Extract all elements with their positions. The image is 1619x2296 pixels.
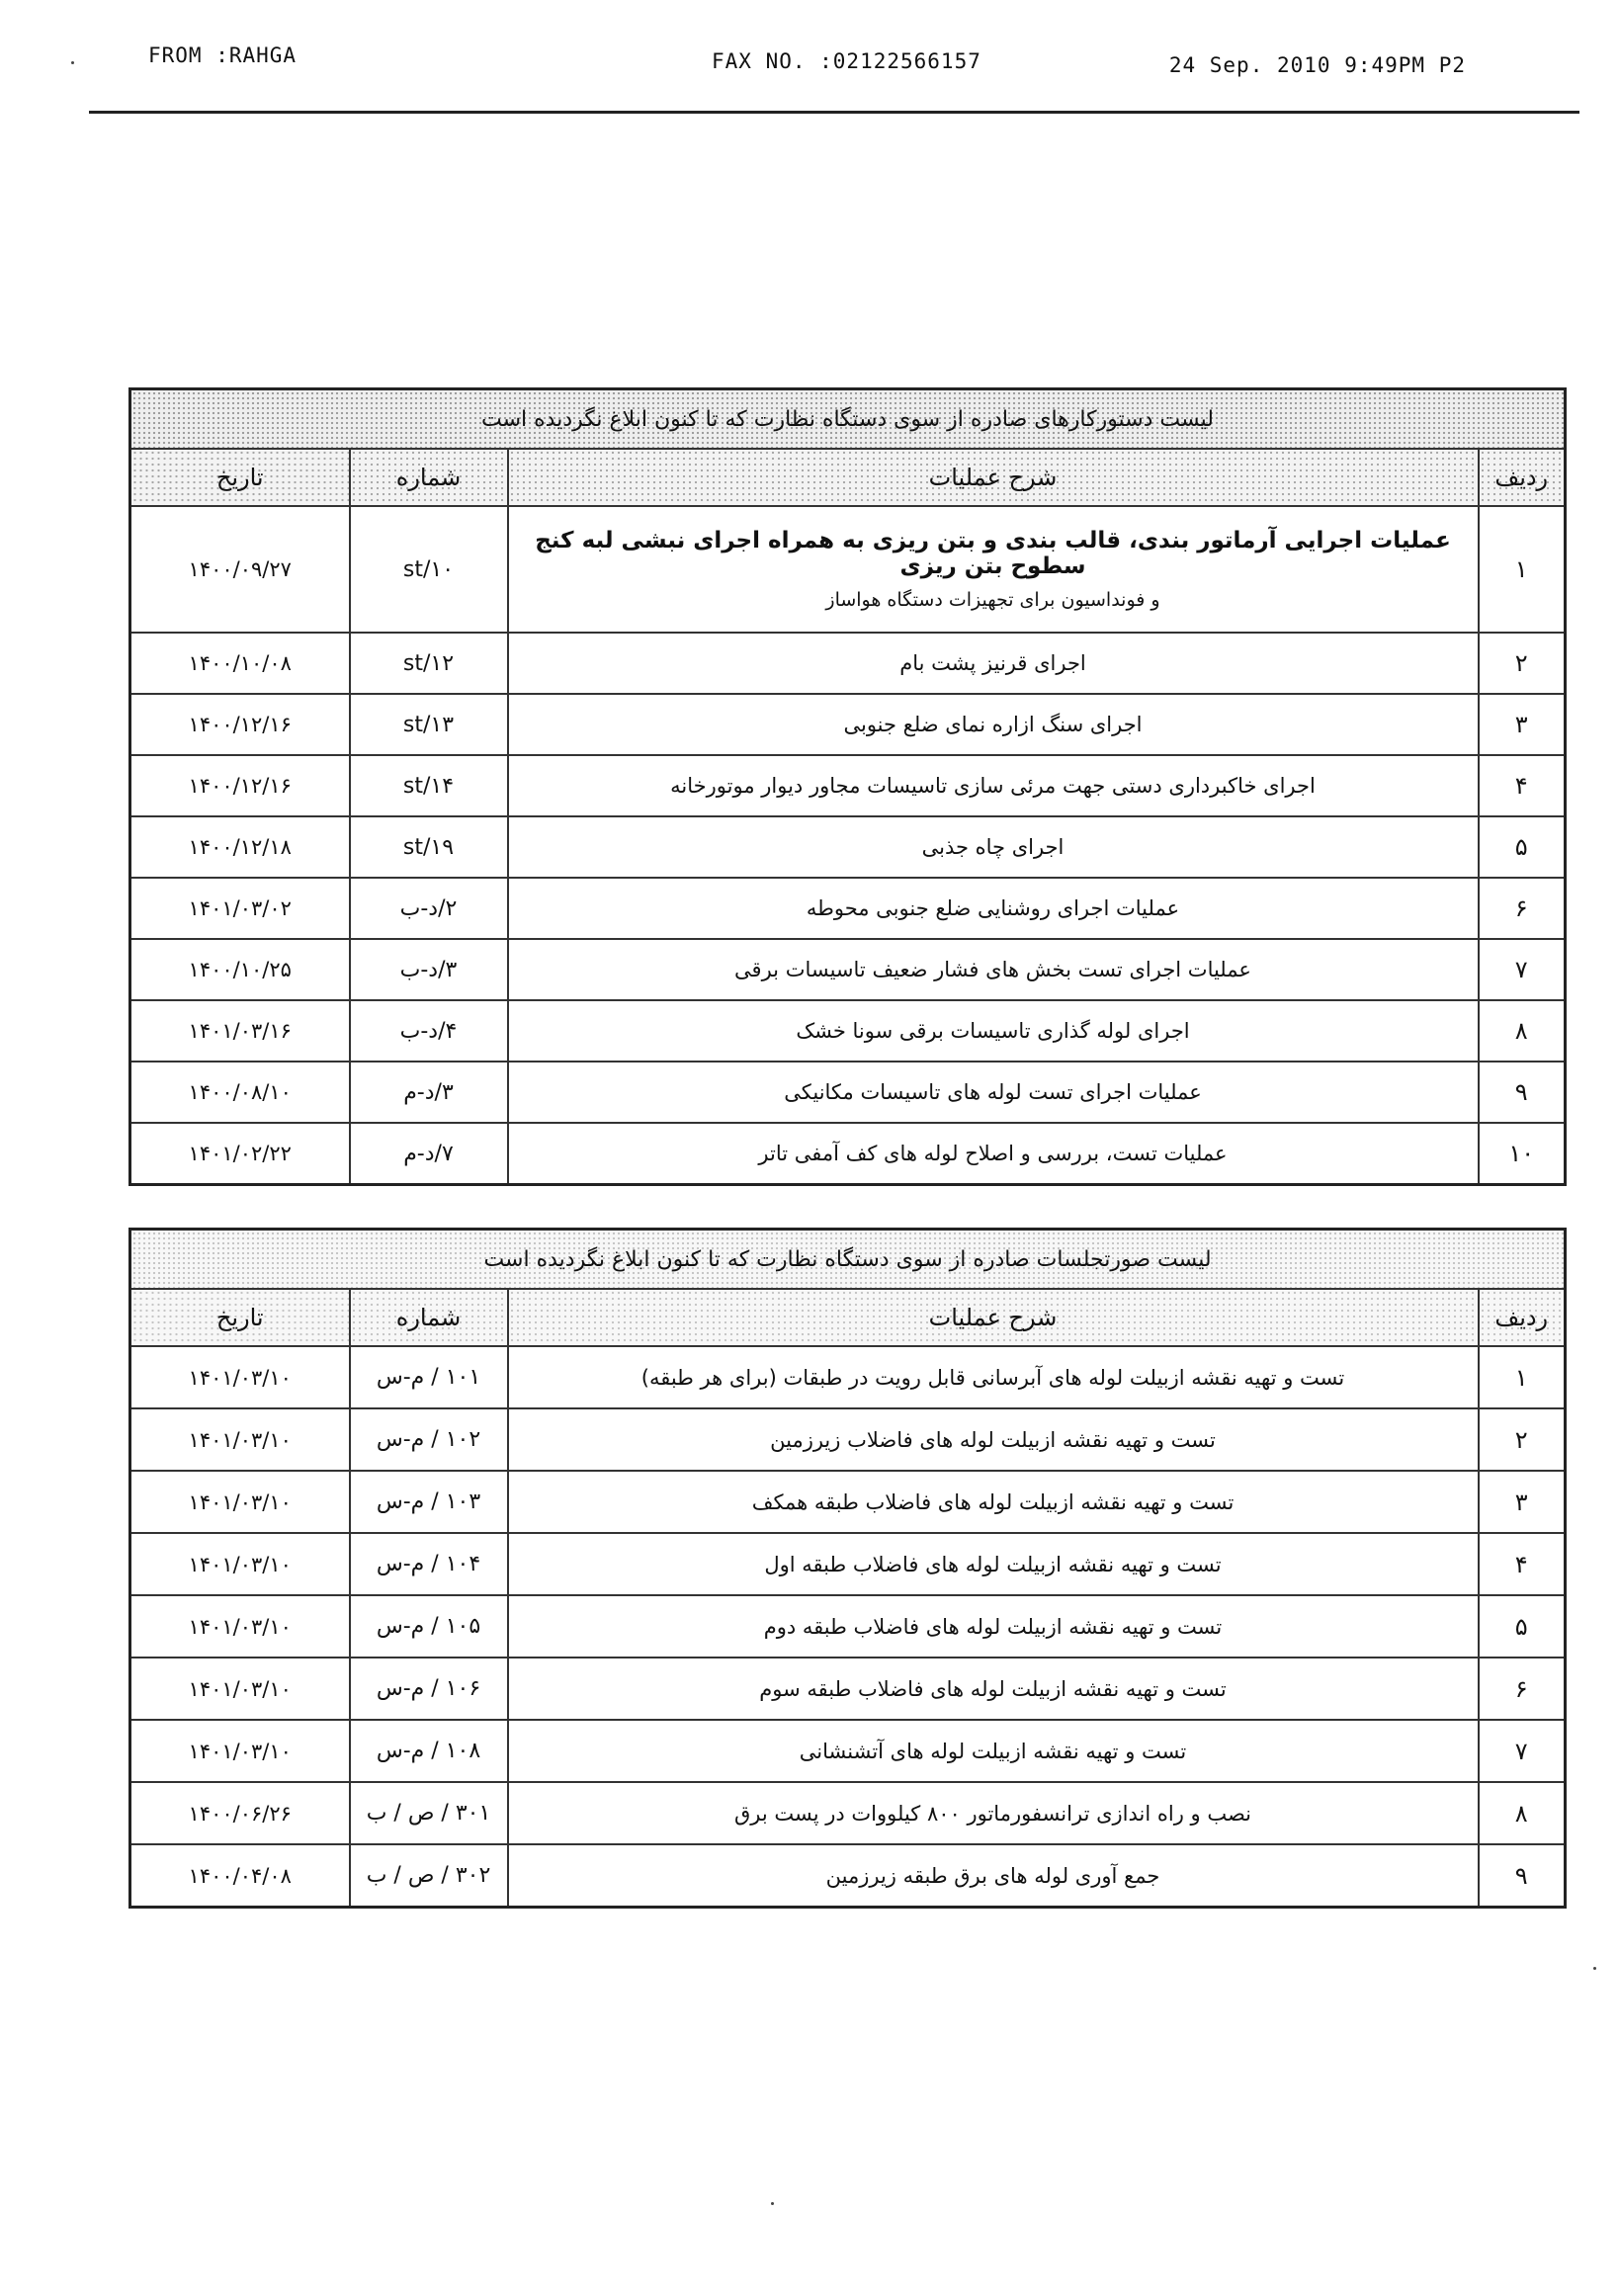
row-number: ۴	[1479, 1533, 1566, 1595]
row-code: ۳/د-م	[350, 1062, 508, 1123]
table-row	[130, 1471, 1566, 1533]
row-date: ۱۴۰۱/۰۳/۰۲	[130, 878, 350, 939]
header-description: شرح عملیات	[508, 449, 1479, 506]
row-description: تست و تهیه نقشه ازبیلت لوله های آتشنشانی	[508, 1720, 1479, 1782]
fax-timestamp: 24 Sep. 2010 9:49PM P2	[1168, 53, 1466, 77]
table-row	[130, 1595, 1566, 1658]
work-orders-table	[128, 387, 1567, 1186]
table-row	[130, 1123, 1566, 1185]
row-number: ۲	[1479, 1408, 1566, 1471]
row-description: جمع آوری لوله های برق طبقه زیرزمین	[508, 1844, 1479, 1908]
row-date: ۱۴۰۰/۰۴/۰۸	[130, 1844, 350, 1908]
table-row	[130, 816, 1566, 878]
table-row	[130, 506, 1566, 633]
row-date: ۱۴۰۰/۱۰/۰۸	[130, 633, 350, 694]
table-row	[130, 1533, 1566, 1595]
row-code: ۷/د-م	[350, 1123, 508, 1185]
row-description: تست و تهیه نقشه ازبیلت لوله های فاضلاب زیرزمین	[508, 1408, 1479, 1471]
header-row-number: ردیف	[1479, 449, 1566, 506]
row-date: ۱۴۰۱/۰۲/۲۲	[130, 1123, 350, 1185]
row-description: اجرای لوله گذاری تاسیسات برقی سونا خشک	[508, 1000, 1479, 1062]
row-code: st/۱۲	[350, 633, 508, 694]
row-date: ۱۴۰۰/۱۲/۱۶	[130, 755, 350, 816]
fax-header-rule	[89, 111, 1579, 114]
row-description: اجرای خاکبرداری دستی جهت مرئی سازی تاسیسات مجاور دیوار موتورخانه	[508, 755, 1479, 816]
header-number: شماره	[350, 1289, 508, 1346]
row-date: ۱۴۰۰/۰۸/۱۰	[130, 1062, 350, 1123]
row-description: نصب و راه اندازی ترانسفورماتور ۸۰۰ کیلووات در پست برق	[508, 1782, 1479, 1844]
row-date: ۱۴۰۱/۰۳/۱۰	[130, 1658, 350, 1720]
row-description: اجرای سنگ ازاره نمای ضلع جنوبی	[508, 694, 1479, 755]
row-date: ۱۴۰۱/۰۳/۱۰	[130, 1346, 350, 1408]
row-code: ۳۰۲ / ص / ب	[350, 1844, 508, 1908]
row-description: تست و تهیه نقشه ازبیلت لوله های فاضلاب طبقه همکف	[508, 1471, 1479, 1533]
table-row	[130, 755, 1566, 816]
row-code: ۱۰۶ / م-س	[350, 1658, 508, 1720]
row-date: ۱۴۰۱/۰۳/۱۰	[130, 1720, 350, 1782]
table-row	[130, 1000, 1566, 1062]
row-code: ۱۰۲ / م-س	[350, 1408, 508, 1471]
table-row	[130, 939, 1566, 1000]
row-number: ۴	[1479, 755, 1566, 816]
scan-speck	[1593, 1967, 1596, 1970]
header-description: شرح عملیات	[508, 1289, 1479, 1346]
row-description: تست و تهیه نقشه ازبیلت لوله های آبرسانی قابل رویت در طبقات (برای هر طبقه)	[508, 1346, 1479, 1408]
scan-speck	[71, 61, 74, 64]
row-date: ۱۴۰۱/۰۳/۱۶	[130, 1000, 350, 1062]
row-number: ۵	[1479, 1595, 1566, 1658]
header-date: تاریخ	[130, 449, 350, 506]
row-date: ۱۴۰۰/۱۲/۱۸	[130, 816, 350, 878]
row-number: ۸	[1479, 1000, 1566, 1062]
row-number: ۷	[1479, 939, 1566, 1000]
table-row	[130, 694, 1566, 755]
row-number: ۶	[1479, 1658, 1566, 1720]
row-description: تست و تهیه نقشه ازبیلت لوله های فاضلاب طبقه سوم	[508, 1658, 1479, 1720]
work-orders-title: لیست دستورکارهای صادره از سوی دستگاه نظارت که تا کنون ابلاغ نگردیده است	[130, 389, 1566, 450]
table-header-row	[130, 449, 1566, 506]
fax-header	[89, 36, 1525, 91]
row-number: ۷	[1479, 1720, 1566, 1782]
row-date: ۱۴۰۰/۱۲/۱۶	[130, 694, 350, 755]
row-description-sub: و فونداسیون برای تجهیزات دستگاه هواساز	[825, 589, 1160, 611]
row-code: ۱۰۵ / م-س	[350, 1595, 508, 1658]
row-description: اجرای چاه جذبی	[508, 816, 1479, 878]
table-title-row	[130, 1230, 1566, 1290]
row-description: تست و تهیه نقشه ازبیلت لوله های فاضلاب طبقه اول	[508, 1533, 1479, 1595]
row-date: ۱۴۰۰/۱۰/۲۵	[130, 939, 350, 1000]
row-description: تست و تهیه نقشه ازبیلت لوله های فاضلاب طبقه دوم	[508, 1595, 1479, 1658]
row-code: ۳۰۱ / ص / ب	[350, 1782, 508, 1844]
fax-from: FROM :RAHGA	[148, 43, 298, 67]
minutes-table	[128, 1228, 1567, 1909]
fax-number: FAX NO. :02122566157	[712, 49, 981, 73]
row-code: ۳/د-ب	[350, 939, 508, 1000]
header-row-number: ردیف	[1479, 1289, 1566, 1346]
table-header-row	[130, 1289, 1566, 1346]
row-code: st/۱۳	[350, 694, 508, 755]
row-number: ۹	[1479, 1844, 1566, 1908]
minutes-title: لیست صورتجلسات صادره از سوی دستگاه نظارت که تا کنون ابلاغ نگردیده است	[130, 1230, 1566, 1290]
row-date: ۱۴۰۱/۰۳/۱۰	[130, 1408, 350, 1471]
row-code: st/۱۰	[350, 506, 508, 633]
row-description: عملیات اجرای تست لوله های تاسیسات مکانیکی	[508, 1062, 1479, 1123]
table-row	[130, 633, 1566, 694]
row-code: ۱۰۱ / م-س	[350, 1346, 508, 1408]
row-description-main: عملیات اجرایی آرماتور بندی، قالب بندی و بتن ریزی به همراه اجرای نبشی لبه کنج سطوح بتن ریزی	[535, 528, 1451, 579]
row-code: ۱۰۴ / م-س	[350, 1533, 508, 1595]
table-row	[130, 1844, 1566, 1908]
table-row	[130, 1408, 1566, 1471]
row-number: ۸	[1479, 1782, 1566, 1844]
table-row	[130, 1062, 1566, 1123]
table-title-row	[130, 389, 1566, 450]
header-date: تاریخ	[130, 1289, 350, 1346]
row-date: ۱۴۰۱/۰۳/۱۰	[130, 1595, 350, 1658]
row-date: ۱۴۰۰/۰۹/۲۷	[130, 506, 350, 633]
row-number: ۱	[1479, 1346, 1566, 1408]
row-number: ۱۰	[1479, 1123, 1566, 1185]
row-description: عملیات تست، بررسی و اصلاح لوله های کف آمفی تاتر	[508, 1123, 1479, 1185]
row-number: ۵	[1479, 816, 1566, 878]
row-code: ۲/د-ب	[350, 878, 508, 939]
row-number: ۲	[1479, 633, 1566, 694]
row-code: ۱۰۳ / م-س	[350, 1471, 508, 1533]
table-row	[130, 1346, 1566, 1408]
row-description: عملیات اجرای تست بخش های فشار ضعیف تاسیسات برقی	[508, 939, 1479, 1000]
row-date: ۱۴۰۱/۰۳/۱۰	[130, 1533, 350, 1595]
row-number: ۳	[1479, 694, 1566, 755]
row-date: ۱۴۰۰/۰۶/۲۶	[130, 1782, 350, 1844]
row-description: عملیات اجرای روشنایی ضلع جنوبی محوطه	[508, 878, 1479, 939]
row-code: ۴/د-ب	[350, 1000, 508, 1062]
row-description	[508, 506, 1479, 633]
table-row	[130, 1782, 1566, 1844]
row-number: ۹	[1479, 1062, 1566, 1123]
row-description: اجرای قرنیز پشت بام	[508, 633, 1479, 694]
table-row	[130, 1720, 1566, 1782]
table-row	[130, 1658, 1566, 1720]
row-code: st/۱۴	[350, 755, 508, 816]
row-number: ۱	[1479, 506, 1566, 633]
row-code: ۱۰۸ / م-س	[350, 1720, 508, 1782]
scan-speck	[771, 2202, 774, 2205]
row-date: ۱۴۰۱/۰۳/۱۰	[130, 1471, 350, 1533]
table-row	[130, 878, 1566, 939]
row-number: ۶	[1479, 878, 1566, 939]
row-code: st/۱۹	[350, 816, 508, 878]
header-number: شماره	[350, 449, 508, 506]
row-number: ۳	[1479, 1471, 1566, 1533]
